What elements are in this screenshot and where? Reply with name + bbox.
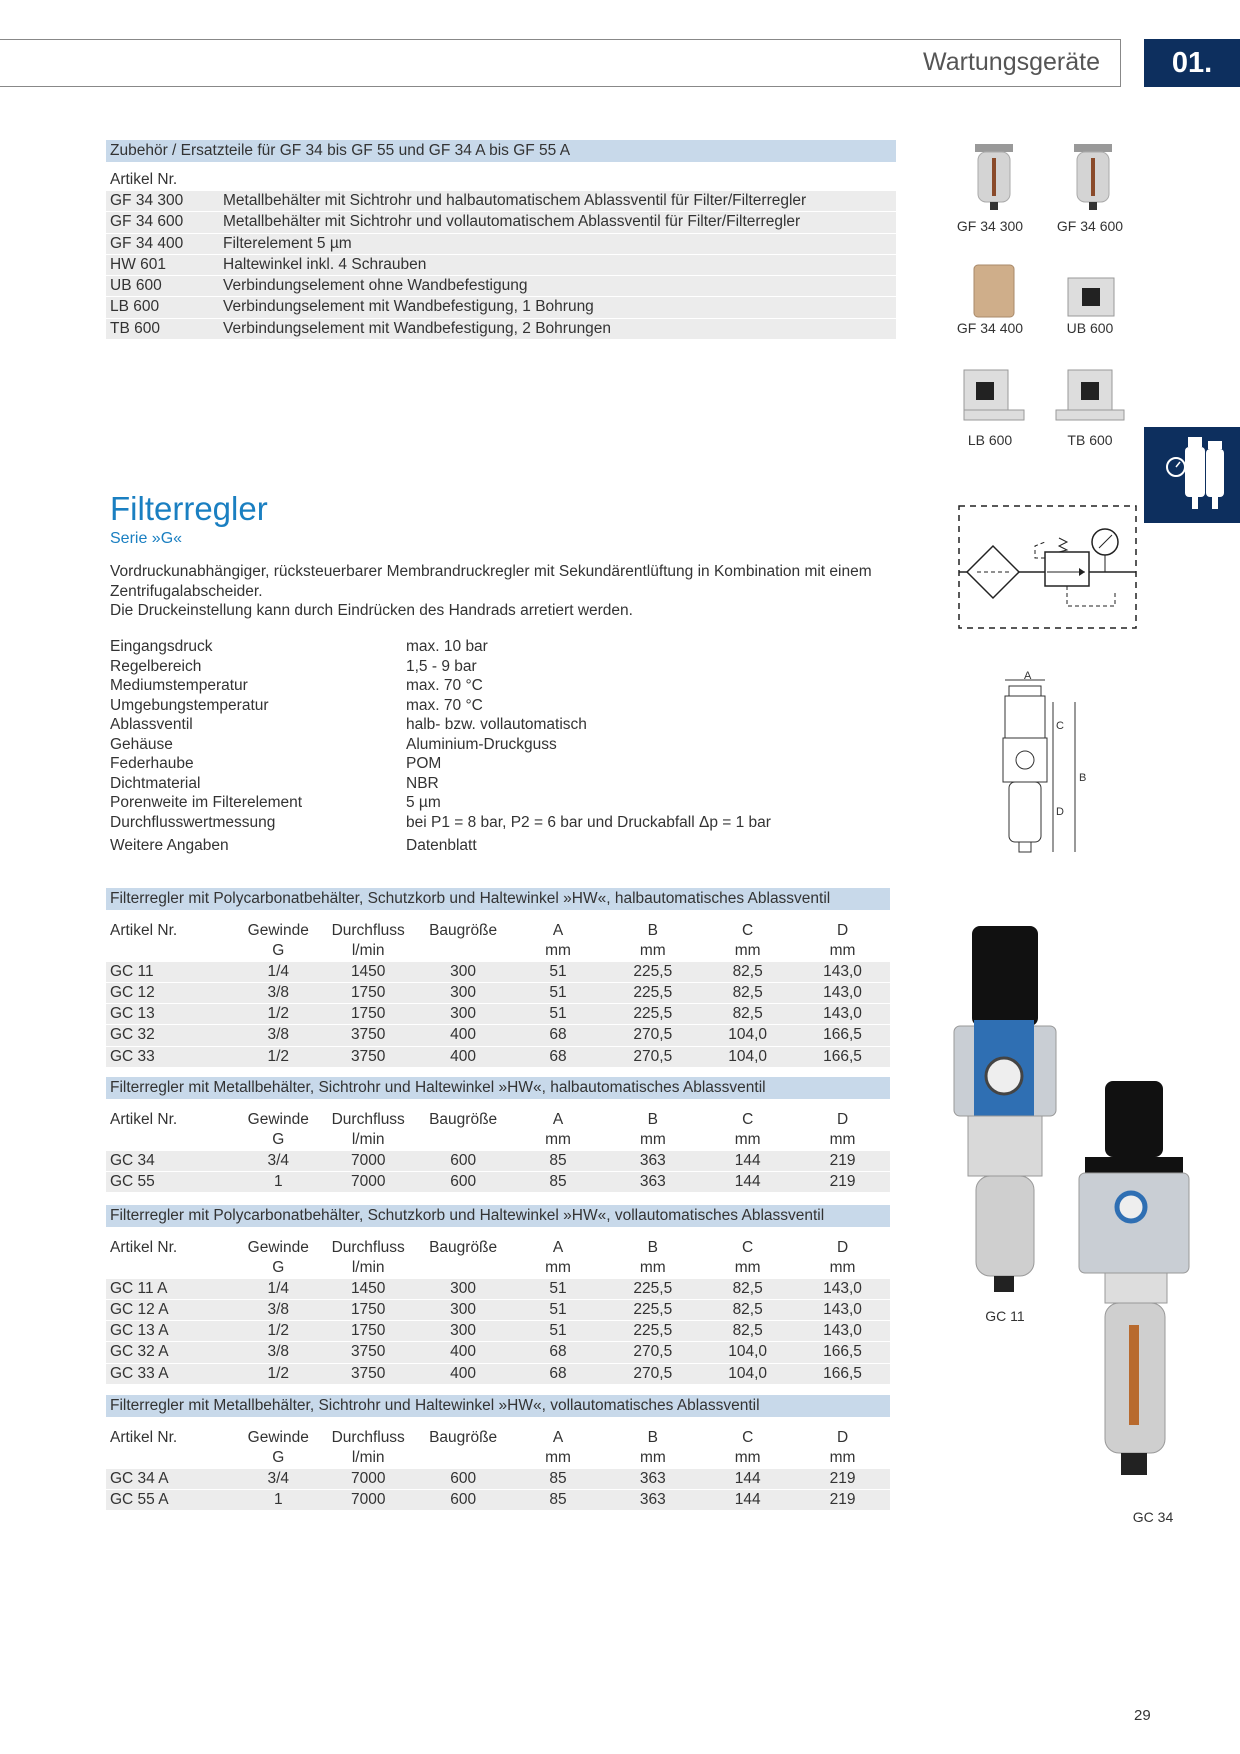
table-header-row (106, 1110, 890, 1130)
table-header-row (106, 1258, 890, 1278)
table-row (106, 1004, 890, 1025)
column-header: Baugröße (429, 1111, 498, 1128)
column-header: D (836, 922, 849, 939)
table-cell: 219 (795, 1489, 890, 1510)
column-header: Baugröße (429, 922, 498, 939)
accessory-row (106, 254, 896, 275)
spec-label: Dichtmaterial (110, 774, 201, 792)
table-cell: 300 (416, 1004, 511, 1025)
product-series: Serie »G« (110, 530, 183, 547)
table-cell: GC 13 (106, 1004, 236, 1025)
table-cell: 104,0 (700, 1342, 795, 1363)
accessories-heading: Zubehör / Ersatzteile für GF 34 bis GF 55 und GF 34 A bis GF 55 A (106, 140, 896, 162)
table-cell: 85 (511, 1171, 606, 1192)
page-number: 29 (1134, 1707, 1151, 1724)
column-header: Artikel Nr. (110, 1429, 178, 1446)
spec-label: Umgebungstemperatur (110, 696, 269, 714)
accessory-row (106, 297, 896, 318)
column-header: G (272, 1259, 285, 1277)
table-cell: 68 (511, 1342, 606, 1363)
caption-ub600: UB 600 (1066, 320, 1114, 336)
table-cell: 82,5 (700, 962, 795, 983)
spec-value: halb- bzw. vollautomatisch (406, 716, 587, 733)
chapter-number: 01. (1144, 39, 1240, 87)
article-number: GF 34 400 (106, 233, 223, 254)
column-header: Artikel Nr. (110, 1239, 178, 1256)
column-header: mm (734, 1449, 761, 1467)
table-cell: 3/8 (236, 1342, 321, 1363)
column-header: C (742, 922, 754, 939)
spec-row (110, 638, 890, 658)
column-header: mm (829, 942, 856, 960)
table-cell: 7000 (321, 1151, 416, 1172)
table-cell: 144 (700, 1151, 795, 1172)
table-cell: GC 34 (106, 1151, 236, 1172)
spec-value: 5 µm (406, 794, 441, 811)
table-cell: 225,5 (605, 1321, 700, 1342)
table-cell: 225,5 (605, 1004, 700, 1025)
table-heading: Filterregler mit Polycarbonatbehälter, Schutzkorb und Haltewinkel »HW«, vollautomatisches Ablassventil (106, 1205, 890, 1227)
table-cell: GC 11 (106, 962, 236, 983)
dimension-drawing (995, 676, 1090, 876)
table-cell: 1/4 (236, 962, 321, 983)
table-row (106, 982, 890, 1003)
table-cell: 68 (511, 1025, 606, 1046)
column-header (416, 1258, 511, 1278)
spec-label: Mediumstemperatur (110, 677, 248, 694)
table-cell: 1/2 (236, 1363, 321, 1384)
accessory-row (106, 233, 896, 254)
table-cell: 143,0 (795, 1279, 890, 1300)
table-cell: 300 (416, 982, 511, 1003)
table-cell: GC 55 A (106, 1489, 236, 1510)
spec-row (110, 697, 890, 717)
column-header: B (647, 1239, 658, 1256)
article-description: Filterelement 5 µm (223, 233, 896, 254)
dim-label-a: A (1024, 670, 1032, 682)
spec-value: max. 10 bar (406, 638, 488, 655)
column-header (106, 1130, 236, 1150)
dim-label-c: C (1056, 720, 1064, 732)
table-cell: 85 (511, 1469, 606, 1490)
column-header: D (836, 1111, 849, 1128)
column-header: mm (545, 1259, 571, 1277)
table-row (106, 1279, 890, 1300)
article-description: Metallbehälter mit Sichtrohr und vollautomatischem Ablassventil für Filter/Filterregler (223, 212, 896, 233)
table-cell: 225,5 (605, 1299, 700, 1320)
table-cell: 3/8 (236, 1299, 321, 1320)
column-header: mm (639, 1131, 666, 1149)
spec-label: Porenweite im Filterelement (110, 794, 303, 811)
caption-lb600: LB 600 (967, 432, 1013, 448)
table-cell: 82,5 (700, 1279, 795, 1300)
table-cell: 363 (605, 1469, 700, 1490)
column-header: Artikel Nr. (110, 1111, 178, 1128)
column-header: B (647, 922, 658, 939)
column-header: mm (545, 1131, 571, 1149)
table-cell: 3750 (321, 1342, 416, 1363)
article-description: Verbindungselement mit Wandbefestigung, 2 Bohrungen (223, 318, 896, 339)
accessory-row (106, 212, 896, 233)
table-cell: 600 (416, 1171, 511, 1192)
article-description: Haltewinkel inkl. 4 Schrauben (223, 254, 896, 275)
table-cell: 143,0 (795, 1321, 890, 1342)
accessory-row (106, 318, 896, 339)
table-cell: 1750 (321, 982, 416, 1003)
column-header: mm (545, 1449, 571, 1467)
table-row (106, 1342, 890, 1363)
table-cell: 143,0 (795, 1299, 890, 1320)
table-header-row (106, 1448, 890, 1468)
dim-label-b: B (1079, 772, 1087, 784)
column-header: D (836, 1239, 849, 1256)
accessories-table (106, 191, 896, 340)
table-cell: 143,0 (795, 1004, 890, 1025)
column-header: mm (734, 942, 761, 960)
column-header: C (742, 1239, 754, 1256)
table-cell: 225,5 (605, 982, 700, 1003)
table-cell: 85 (511, 1489, 606, 1510)
article-number: HW 601 (106, 254, 223, 275)
column-header: G (272, 1131, 285, 1149)
table-cell: 51 (511, 1299, 606, 1320)
table-cell: 7000 (321, 1469, 416, 1490)
column-header: l/min (351, 942, 385, 960)
column-header: C (742, 1429, 754, 1446)
column-header: G (272, 1449, 285, 1467)
table-cell: 363 (605, 1171, 700, 1192)
table-cell: 166,5 (795, 1342, 890, 1363)
caption-tb600: TB 600 (1067, 432, 1113, 448)
spec-row (110, 794, 890, 814)
column-header: mm (734, 1131, 761, 1149)
spec-row (110, 677, 890, 697)
table-cell: 225,5 (605, 962, 700, 983)
table-cell: 85 (511, 1151, 606, 1172)
spec-row (110, 775, 890, 795)
column-header: A (552, 1111, 564, 1128)
column-header: C (742, 1111, 754, 1128)
accessory-row (106, 191, 896, 212)
caption-gf34300: GF 34 300 (956, 218, 1024, 234)
table-cell: 51 (511, 1279, 606, 1300)
accessories-col-label: Artikel Nr. (110, 171, 178, 188)
product-table (106, 1428, 890, 1511)
table-row (106, 1321, 890, 1342)
article-description: Verbindungselement mit Wandbefestigung, 1 Bohrung (223, 297, 896, 318)
column-header: Durchfluss (331, 1111, 405, 1128)
product-table (106, 1110, 890, 1193)
caption-gc11: GC 11 (985, 1308, 1025, 1324)
pneumatic-symbol (955, 502, 1140, 632)
description-line-1: Vordruckunabhängiger, rücksteuerbarer Membrandruckregler mit Sekundärentlüftung in Kombination mit einem Zentrifugalabscheider. (110, 563, 872, 600)
table-heading: Filterregler mit Polycarbonatbehälter, Schutzkorb und Haltewinkel »HW«, halbautomatisches Ablassventil (106, 888, 890, 910)
table-cell: 3750 (321, 1363, 416, 1384)
column-header (416, 1448, 511, 1468)
table-cell: 270,5 (605, 1025, 700, 1046)
table-cell: 144 (700, 1171, 795, 1192)
table-cell: 300 (416, 1299, 511, 1320)
table-cell: 143,0 (795, 962, 890, 983)
table-cell: 68 (511, 1046, 606, 1067)
spec-row (110, 736, 890, 756)
table-cell: 3/4 (236, 1469, 321, 1490)
table-cell: 7000 (321, 1171, 416, 1192)
table-cell: GC 32 (106, 1025, 236, 1046)
table-cell: 1750 (321, 1004, 416, 1025)
table-header-row (106, 1428, 890, 1448)
column-header: B (647, 1429, 659, 1446)
table-cell: 3/8 (236, 982, 321, 1003)
article-number: GF 34 600 (106, 212, 223, 233)
table-cell: 600 (416, 1489, 511, 1510)
table-cell: 68 (511, 1363, 606, 1384)
column-header: Gewinde (247, 1429, 309, 1446)
article-number: UB 600 (106, 276, 223, 297)
article-description: Metallbehälter mit Sichtrohr und halbautomatischem Ablassventil für Filter/Filterregler (223, 191, 896, 212)
dim-label-d: D (1056, 806, 1064, 818)
accessory-images (950, 140, 1210, 450)
spec-label: Ablassventil (110, 716, 193, 733)
spec-value: max. 70 °C (406, 696, 483, 714)
table-row (106, 1046, 890, 1067)
column-header: Artikel Nr. (110, 922, 178, 939)
column-header: G (272, 942, 285, 960)
column-header (106, 1448, 236, 1468)
table-cell: GC 33 A (106, 1363, 236, 1384)
table-row (106, 1151, 890, 1172)
column-header (106, 941, 236, 961)
table-cell: 82,5 (700, 1321, 795, 1342)
product-image-gc11 (940, 920, 1070, 1300)
table-cell: 104,0 (700, 1025, 795, 1046)
table-cell: 300 (416, 962, 511, 983)
spec-row (110, 716, 890, 736)
table-cell: GC 11 A (106, 1279, 236, 1300)
table-cell: 1 (236, 1171, 321, 1192)
column-header: Baugröße (429, 1429, 498, 1446)
column-header: l/min (351, 1449, 385, 1467)
table-header-row (106, 941, 890, 961)
caption-gf34400: GF 34 400 (956, 320, 1024, 336)
column-header: Gewinde (247, 1239, 309, 1256)
column-header (416, 941, 511, 961)
column-header: A (552, 1429, 564, 1446)
product-title: Filterregler (110, 490, 268, 527)
table-header-row (106, 1130, 890, 1150)
column-header: Durchfluss (331, 922, 405, 939)
caption-gf34600: GF 34 600 (1056, 218, 1124, 234)
table-cell: 219 (795, 1171, 890, 1192)
table-cell: 400 (416, 1025, 511, 1046)
table-header-row (106, 1238, 890, 1258)
table-header-row (106, 921, 890, 941)
column-header (416, 1130, 511, 1150)
article-number: LB 600 (106, 297, 223, 318)
table-cell: 1450 (321, 962, 416, 983)
column-header (106, 1258, 236, 1278)
table-cell: 219 (795, 1469, 890, 1490)
table-cell: 144 (700, 1469, 795, 1490)
column-header: mm (829, 1131, 856, 1149)
table-heading: Filterregler mit Metallbehälter, Sichtrohr und Haltewinkel »HW«, vollautomatisches Ablassventil (106, 1395, 890, 1417)
column-header: mm (639, 1449, 666, 1467)
table-cell: 1 (236, 1489, 321, 1510)
table-cell: 104,0 (700, 1046, 795, 1067)
table-cell: 143,0 (795, 982, 890, 1003)
column-header: mm (734, 1259, 761, 1277)
table-cell: 7000 (321, 1489, 416, 1510)
table-cell: GC 33 (106, 1046, 236, 1067)
table-cell: 300 (416, 1321, 511, 1342)
table-cell: 363 (605, 1489, 700, 1510)
article-description: Verbindungselement ohne Wandbefestigung (223, 276, 896, 297)
table-cell: 400 (416, 1342, 511, 1363)
spec-value: bei P1 = 8 bar, P2 = 6 bar und Druckabfall Δp = 1 bar (406, 814, 771, 831)
article-number: GF 34 300 (106, 191, 223, 212)
table-cell: 82,5 (700, 982, 795, 1003)
table-cell: 51 (511, 982, 606, 1003)
table-cell: 400 (416, 1046, 511, 1067)
accessory-row (106, 276, 896, 297)
spec-row-flow (110, 814, 890, 834)
table-cell: 219 (795, 1151, 890, 1172)
section-title: Wartungsgeräte (923, 48, 1100, 76)
description-line-2: Die Druckeinstellung kann durch Eindrücken des Handrads arretiert werden. (110, 602, 633, 619)
table-cell: 1/2 (236, 1046, 321, 1067)
table-cell: 82,5 (700, 1004, 795, 1025)
table-cell: 1750 (321, 1299, 416, 1320)
column-header: Durchfluss (331, 1429, 405, 1446)
column-header: mm (545, 942, 571, 960)
spec-row-more (110, 837, 890, 857)
table-cell: 3750 (321, 1046, 416, 1067)
table-cell: 166,5 (795, 1363, 890, 1384)
spec-row (110, 755, 890, 775)
product-description (110, 562, 890, 621)
table-row (106, 1489, 890, 1510)
column-header: B (647, 1111, 659, 1128)
table-cell: 363 (605, 1151, 700, 1172)
product-table (106, 921, 890, 1068)
spec-label: Gehäuse (110, 735, 173, 753)
table-cell: 300 (416, 1279, 511, 1300)
table-cell: GC 12 (106, 982, 236, 1003)
column-header: mm (829, 1449, 856, 1467)
spec-value: Aluminium-Druckguss (406, 735, 557, 753)
spec-label: Weitere Angaben (110, 837, 229, 854)
table-cell: 3/8 (236, 1025, 321, 1046)
table-cell: 1/2 (236, 1321, 321, 1342)
spec-row (110, 658, 890, 678)
table-cell: 166,5 (795, 1025, 890, 1046)
product-image-gc34 (1065, 1075, 1195, 1515)
product-table (106, 1238, 890, 1385)
spec-label: Eingangsdruck (110, 638, 213, 655)
column-header: Gewinde (247, 1111, 309, 1128)
table-cell: 166,5 (795, 1046, 890, 1067)
spec-value: NBR (406, 774, 439, 792)
column-header: A (552, 922, 564, 939)
table-row (106, 1469, 890, 1490)
caption-gc34: GC 34 (1132, 1509, 1174, 1525)
table-cell: 600 (416, 1151, 511, 1172)
column-header: Gewinde (247, 922, 309, 939)
table-cell: GC 34 A (106, 1469, 236, 1490)
table-cell: GC 13 A (106, 1321, 236, 1342)
accessory-illustrations (950, 140, 1210, 450)
table-cell: GC 12 A (106, 1299, 236, 1320)
column-header: A (552, 1239, 564, 1256)
table-row (106, 1025, 890, 1046)
table-cell: 51 (511, 962, 606, 983)
table-cell: GC 55 (106, 1171, 236, 1192)
table-cell: 270,5 (605, 1046, 700, 1067)
column-header: D (836, 1429, 849, 1446)
table-cell: 1750 (321, 1321, 416, 1342)
column-header: mm (639, 1259, 666, 1277)
table-cell: 144 (700, 1489, 795, 1510)
table-row (106, 1299, 890, 1320)
spec-value: 1,5 - 9 bar (406, 657, 477, 675)
table-cell: 270,5 (605, 1342, 700, 1363)
table-cell: 3/4 (236, 1151, 321, 1172)
article-number: TB 600 (106, 318, 223, 339)
spec-value: POM (406, 755, 442, 772)
spec-value: max. 70 °C (406, 677, 483, 694)
column-header: l/min (351, 1259, 385, 1277)
column-header: Baugröße (429, 1239, 498, 1256)
table-row (106, 1171, 890, 1192)
table-heading: Filterregler mit Metallbehälter, Sichtrohr und Haltewinkel »HW«, halbautomatisches Ablassventil (106, 1077, 890, 1099)
table-cell: 51 (511, 1321, 606, 1342)
table-row (106, 1363, 890, 1384)
spec-label: Durchflusswertmessung (110, 814, 276, 831)
table-cell: 1/2 (236, 1004, 321, 1025)
spec-value: Datenblatt (406, 837, 477, 854)
table-cell: 51 (511, 1004, 606, 1025)
table-cell: 1450 (321, 1279, 416, 1300)
table-cell: 82,5 (700, 1299, 795, 1320)
table-cell: 104,0 (700, 1363, 795, 1384)
column-header: Durchfluss (331, 1239, 405, 1256)
table-cell: GC 32 A (106, 1342, 236, 1363)
column-header: mm (639, 942, 666, 960)
table-cell: 3750 (321, 1025, 416, 1046)
table-cell: 600 (416, 1469, 511, 1490)
spec-label: Federhaube (110, 755, 194, 772)
table-row (106, 962, 890, 983)
table-cell: 270,5 (605, 1363, 700, 1384)
column-header: l/min (351, 1131, 385, 1149)
table-cell: 400 (416, 1363, 511, 1384)
column-header: mm (829, 1259, 856, 1277)
table-cell: 225,5 (605, 1279, 700, 1300)
spec-label: Regelbereich (110, 657, 202, 675)
table-cell: 1/4 (236, 1279, 321, 1300)
